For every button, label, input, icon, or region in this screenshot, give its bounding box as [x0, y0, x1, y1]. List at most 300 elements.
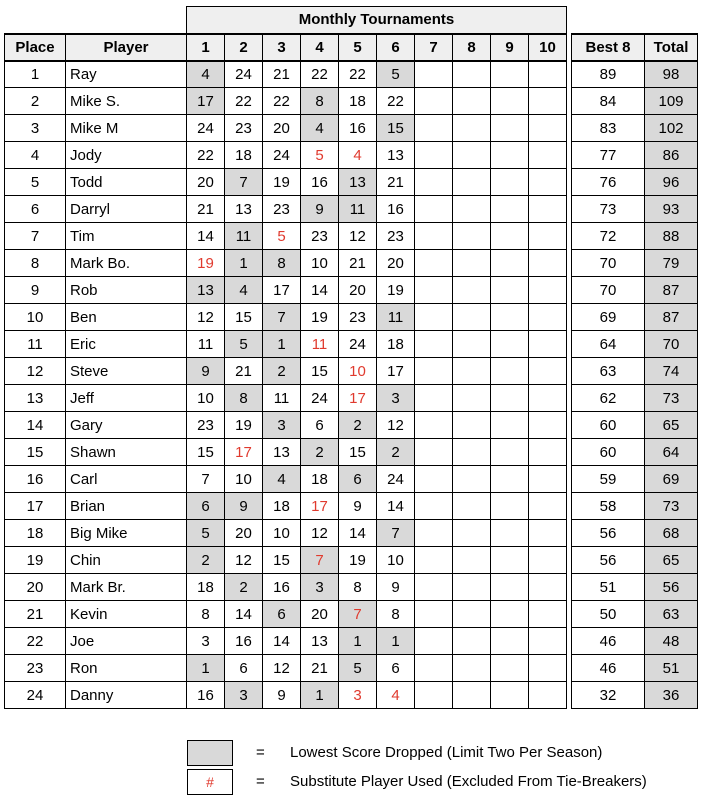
- score-cell: 21: [339, 250, 377, 277]
- place-cell: 13: [5, 385, 66, 412]
- standings-body: [5, 61, 698, 709]
- total-cell: 64: [645, 439, 698, 466]
- score-cell: 9: [187, 358, 225, 385]
- table-row: [5, 88, 698, 115]
- best8-cell: 72: [572, 223, 645, 250]
- column-header: Place: [5, 34, 66, 61]
- score-cell: 11: [301, 331, 339, 358]
- score-cell: 15: [187, 439, 225, 466]
- score-cell: [491, 223, 529, 250]
- place-cell: 9: [5, 277, 66, 304]
- best8-cell: 83: [572, 115, 645, 142]
- place-cell: 3: [5, 115, 66, 142]
- score-cell: [529, 439, 567, 466]
- score-cell: 10: [377, 547, 415, 574]
- total-cell: 109: [645, 88, 698, 115]
- score-cell: 11: [187, 331, 225, 358]
- score-cell: 12: [187, 304, 225, 331]
- score-cell: 14: [301, 277, 339, 304]
- table-row: [5, 574, 698, 601]
- player-cell: Chin: [66, 547, 187, 574]
- player-cell: Darryl: [66, 196, 187, 223]
- score-cell: 13: [225, 196, 263, 223]
- column-header: 7: [415, 34, 453, 61]
- score-cell: [491, 142, 529, 169]
- score-cell: 15: [225, 304, 263, 331]
- total-cell: 68: [645, 520, 698, 547]
- best8-cell: 51: [572, 574, 645, 601]
- score-cell: [453, 223, 491, 250]
- column-header: 5: [339, 34, 377, 61]
- legend-substitute-equals: =: [256, 773, 265, 790]
- table-row: [5, 250, 698, 277]
- table-row: [5, 169, 698, 196]
- score-cell: [491, 493, 529, 520]
- score-cell: [453, 277, 491, 304]
- score-cell: [453, 520, 491, 547]
- score-cell: 6: [263, 601, 301, 628]
- score-cell: 12: [263, 655, 301, 682]
- best8-cell: 69: [572, 304, 645, 331]
- player-cell: Brian: [66, 493, 187, 520]
- score-cell: 22: [377, 88, 415, 115]
- best8-cell: 60: [572, 439, 645, 466]
- score-cell: [415, 385, 453, 412]
- table-row: [5, 142, 698, 169]
- score-cell: 4: [377, 682, 415, 709]
- score-cell: 14: [263, 628, 301, 655]
- score-cell: [529, 655, 567, 682]
- score-cell: 5: [339, 655, 377, 682]
- score-cell: 7: [263, 304, 301, 331]
- score-cell: [529, 385, 567, 412]
- score-cell: 8: [301, 88, 339, 115]
- best8-cell: 73: [572, 196, 645, 223]
- score-cell: 6: [377, 655, 415, 682]
- score-cell: 1: [377, 628, 415, 655]
- score-cell: [453, 439, 491, 466]
- score-cell: [491, 196, 529, 223]
- score-cell: 3: [339, 682, 377, 709]
- best8-cell: 77: [572, 142, 645, 169]
- column-header: 10: [529, 34, 567, 61]
- score-cell: 23: [263, 196, 301, 223]
- player-cell: Ray: [66, 61, 187, 88]
- score-cell: 11: [339, 196, 377, 223]
- score-cell: 12: [377, 412, 415, 439]
- score-cell: 1: [187, 655, 225, 682]
- score-cell: [491, 304, 529, 331]
- table-row: [5, 331, 698, 358]
- tournament-group-title: Monthly Tournaments: [187, 7, 567, 34]
- place-cell: 12: [5, 358, 66, 385]
- score-cell: 7: [187, 466, 225, 493]
- score-cell: [529, 331, 567, 358]
- table-row: [5, 439, 698, 466]
- score-cell: 8: [187, 601, 225, 628]
- score-cell: 7: [301, 547, 339, 574]
- score-cell: [453, 304, 491, 331]
- score-cell: [491, 385, 529, 412]
- score-cell: 18: [301, 466, 339, 493]
- score-cell: 21: [187, 196, 225, 223]
- legend-substitute-swatch: #: [187, 769, 233, 795]
- score-cell: [491, 628, 529, 655]
- score-cell: 9: [339, 493, 377, 520]
- score-cell: [415, 682, 453, 709]
- score-cell: 16: [301, 169, 339, 196]
- player-cell: Gary: [66, 412, 187, 439]
- total-cell: 87: [645, 277, 698, 304]
- score-cell: 13: [301, 628, 339, 655]
- column-header: 4: [301, 34, 339, 61]
- score-cell: 6: [187, 493, 225, 520]
- score-cell: [453, 466, 491, 493]
- score-cell: 5: [377, 61, 415, 88]
- score-cell: 9: [301, 196, 339, 223]
- score-cell: [415, 466, 453, 493]
- score-cell: [415, 169, 453, 196]
- total-cell: 73: [645, 385, 698, 412]
- total-cell: 73: [645, 493, 698, 520]
- player-cell: Joe: [66, 628, 187, 655]
- score-cell: [529, 520, 567, 547]
- score-cell: 23: [187, 412, 225, 439]
- score-cell: 8: [339, 574, 377, 601]
- score-cell: [529, 628, 567, 655]
- total-cell: 65: [645, 412, 698, 439]
- score-cell: 13: [377, 142, 415, 169]
- score-cell: 18: [263, 493, 301, 520]
- score-cell: [453, 358, 491, 385]
- best8-cell: 64: [572, 331, 645, 358]
- score-cell: [529, 574, 567, 601]
- score-cell: [491, 250, 529, 277]
- score-cell: 19: [377, 277, 415, 304]
- score-cell: 3: [263, 412, 301, 439]
- column-header-row: [5, 34, 698, 61]
- score-cell: [529, 412, 567, 439]
- player-cell: Carl: [66, 466, 187, 493]
- score-cell: [415, 304, 453, 331]
- place-cell: 6: [5, 196, 66, 223]
- score-cell: 23: [377, 223, 415, 250]
- score-cell: [529, 358, 567, 385]
- score-cell: [491, 601, 529, 628]
- score-cell: 10: [263, 520, 301, 547]
- score-cell: 9: [377, 574, 415, 601]
- place-cell: 20: [5, 574, 66, 601]
- best8-cell: 63: [572, 358, 645, 385]
- score-cell: 6: [339, 466, 377, 493]
- score-cell: 20: [263, 115, 301, 142]
- score-cell: [415, 61, 453, 88]
- score-cell: 20: [301, 601, 339, 628]
- score-cell: 20: [339, 277, 377, 304]
- place-cell: 17: [5, 493, 66, 520]
- score-cell: 19: [187, 250, 225, 277]
- score-cell: [415, 547, 453, 574]
- legend-dropped-swatch: [187, 740, 233, 766]
- score-cell: [491, 574, 529, 601]
- score-cell: [415, 601, 453, 628]
- score-cell: [491, 61, 529, 88]
- score-cell: 22: [187, 142, 225, 169]
- place-cell: 1: [5, 61, 66, 88]
- player-cell: Ben: [66, 304, 187, 331]
- score-cell: 5: [187, 520, 225, 547]
- total-cell: 96: [645, 169, 698, 196]
- place-cell: 2: [5, 88, 66, 115]
- score-cell: 23: [301, 223, 339, 250]
- score-cell: 11: [377, 304, 415, 331]
- score-cell: [453, 547, 491, 574]
- tournament-group-row: [5, 7, 698, 34]
- legend-substitute-text: Substitute Player Used (Excluded From Tie-Breakers): [290, 773, 647, 790]
- table-row: [5, 682, 698, 709]
- score-cell: [453, 412, 491, 439]
- score-cell: [529, 169, 567, 196]
- best8-cell: 46: [572, 628, 645, 655]
- score-cell: [453, 493, 491, 520]
- score-cell: [529, 493, 567, 520]
- player-cell: Steve: [66, 358, 187, 385]
- score-cell: [415, 520, 453, 547]
- score-cell: 19: [225, 412, 263, 439]
- score-cell: 5: [263, 223, 301, 250]
- total-cell: 51: [645, 655, 698, 682]
- score-cell: 10: [187, 385, 225, 412]
- column-header: 3: [263, 34, 301, 61]
- score-cell: 13: [339, 169, 377, 196]
- player-cell: Big Mike: [66, 520, 187, 547]
- score-cell: 6: [225, 655, 263, 682]
- score-cell: 2: [187, 547, 225, 574]
- player-cell: Eric: [66, 331, 187, 358]
- score-cell: 23: [225, 115, 263, 142]
- score-cell: 19: [301, 304, 339, 331]
- score-cell: [529, 466, 567, 493]
- score-cell: [415, 358, 453, 385]
- place-cell: 21: [5, 601, 66, 628]
- score-cell: [415, 115, 453, 142]
- score-cell: 2: [339, 412, 377, 439]
- table-row: [5, 358, 698, 385]
- total-cell: 102: [645, 115, 698, 142]
- score-cell: 22: [339, 61, 377, 88]
- score-cell: [491, 682, 529, 709]
- score-cell: 17: [187, 88, 225, 115]
- score-cell: 22: [301, 61, 339, 88]
- score-cell: 5: [225, 331, 263, 358]
- best8-cell: 58: [572, 493, 645, 520]
- best8-cell: 84: [572, 88, 645, 115]
- score-cell: [491, 331, 529, 358]
- score-cell: 2: [377, 439, 415, 466]
- place-cell: 7: [5, 223, 66, 250]
- score-cell: [415, 142, 453, 169]
- score-cell: 15: [263, 547, 301, 574]
- score-cell: [453, 196, 491, 223]
- score-cell: 22: [263, 88, 301, 115]
- score-cell: 4: [225, 277, 263, 304]
- score-cell: [529, 682, 567, 709]
- player-cell: Jody: [66, 142, 187, 169]
- best8-cell: 50: [572, 601, 645, 628]
- place-cell: 16: [5, 466, 66, 493]
- score-cell: 8: [377, 601, 415, 628]
- best8-cell: 70: [572, 250, 645, 277]
- score-cell: 14: [339, 520, 377, 547]
- score-cell: [529, 250, 567, 277]
- player-cell: Jeff: [66, 385, 187, 412]
- place-cell: 5: [5, 169, 66, 196]
- score-cell: [529, 88, 567, 115]
- place-cell: 24: [5, 682, 66, 709]
- column-header: Total: [645, 34, 698, 61]
- score-cell: [491, 169, 529, 196]
- score-cell: [491, 655, 529, 682]
- score-cell: 21: [377, 169, 415, 196]
- score-cell: 2: [301, 439, 339, 466]
- column-header: 8: [453, 34, 491, 61]
- score-cell: [415, 493, 453, 520]
- score-cell: 14: [377, 493, 415, 520]
- score-cell: 9: [263, 682, 301, 709]
- score-cell: 21: [225, 358, 263, 385]
- score-cell: [529, 601, 567, 628]
- player-cell: Danny: [66, 682, 187, 709]
- score-cell: [415, 628, 453, 655]
- player-cell: Kevin: [66, 601, 187, 628]
- score-cell: 17: [301, 493, 339, 520]
- total-cell: 65: [645, 547, 698, 574]
- place-cell: 15: [5, 439, 66, 466]
- score-cell: 16: [187, 682, 225, 709]
- score-cell: 18: [225, 142, 263, 169]
- score-cell: 13: [187, 277, 225, 304]
- total-cell: 36: [645, 682, 698, 709]
- score-cell: 10: [339, 358, 377, 385]
- score-cell: [453, 574, 491, 601]
- score-cell: 1: [339, 628, 377, 655]
- table-row: [5, 385, 698, 412]
- total-cell: 93: [645, 196, 698, 223]
- score-cell: [529, 547, 567, 574]
- place-cell: 19: [5, 547, 66, 574]
- total-cell: 69: [645, 466, 698, 493]
- place-cell: 4: [5, 142, 66, 169]
- score-cell: 24: [377, 466, 415, 493]
- total-cell: 56: [645, 574, 698, 601]
- place-cell: 8: [5, 250, 66, 277]
- score-cell: 15: [377, 115, 415, 142]
- total-cell: 98: [645, 61, 698, 88]
- score-cell: [491, 88, 529, 115]
- score-cell: 24: [301, 385, 339, 412]
- legend-dropped-equals: =: [256, 744, 265, 761]
- total-cell: 87: [645, 304, 698, 331]
- score-cell: 3: [301, 574, 339, 601]
- place-cell: 18: [5, 520, 66, 547]
- table-row: [5, 520, 698, 547]
- best8-cell: 59: [572, 466, 645, 493]
- score-cell: 7: [225, 169, 263, 196]
- score-cell: 1: [225, 250, 263, 277]
- score-cell: [491, 439, 529, 466]
- score-cell: [453, 655, 491, 682]
- place-cell: 11: [5, 331, 66, 358]
- total-cell: 70: [645, 331, 698, 358]
- score-cell: [491, 466, 529, 493]
- score-cell: [415, 412, 453, 439]
- place-cell: 10: [5, 304, 66, 331]
- table-row: [5, 304, 698, 331]
- player-cell: Shawn: [66, 439, 187, 466]
- score-cell: 15: [301, 358, 339, 385]
- score-cell: [453, 115, 491, 142]
- score-cell: 4: [263, 466, 301, 493]
- table-row: [5, 115, 698, 142]
- score-cell: [491, 115, 529, 142]
- score-cell: [529, 304, 567, 331]
- score-cell: 10: [225, 466, 263, 493]
- score-cell: 4: [187, 61, 225, 88]
- score-cell: 18: [339, 88, 377, 115]
- score-cell: 4: [339, 142, 377, 169]
- score-cell: 14: [187, 223, 225, 250]
- best8-cell: 46: [572, 655, 645, 682]
- score-cell: 12: [225, 547, 263, 574]
- total-cell: 79: [645, 250, 698, 277]
- score-cell: 21: [301, 655, 339, 682]
- score-cell: [529, 196, 567, 223]
- table-row: [5, 277, 698, 304]
- table-row: [5, 466, 698, 493]
- score-cell: [415, 196, 453, 223]
- table-row: [5, 628, 698, 655]
- score-cell: 18: [377, 331, 415, 358]
- score-cell: [415, 574, 453, 601]
- score-cell: 7: [339, 601, 377, 628]
- score-cell: 11: [263, 385, 301, 412]
- score-cell: 19: [339, 547, 377, 574]
- player-cell: Mark Br.: [66, 574, 187, 601]
- score-cell: [453, 169, 491, 196]
- column-header: Best 8: [572, 34, 645, 61]
- score-cell: 16: [339, 115, 377, 142]
- score-cell: 20: [187, 169, 225, 196]
- score-cell: [529, 142, 567, 169]
- score-cell: 3: [187, 628, 225, 655]
- score-cell: 1: [263, 331, 301, 358]
- score-cell: [415, 223, 453, 250]
- score-cell: 17: [225, 439, 263, 466]
- score-cell: [453, 628, 491, 655]
- table-row: [5, 547, 698, 574]
- score-cell: 15: [339, 439, 377, 466]
- score-cell: 4: [301, 115, 339, 142]
- player-cell: Tim: [66, 223, 187, 250]
- total-cell: 88: [645, 223, 698, 250]
- total-cell: 63: [645, 601, 698, 628]
- score-cell: [491, 412, 529, 439]
- column-header: 1: [187, 34, 225, 61]
- score-cell: 8: [225, 385, 263, 412]
- score-cell: [453, 61, 491, 88]
- best8-cell: 89: [572, 61, 645, 88]
- score-cell: 14: [225, 601, 263, 628]
